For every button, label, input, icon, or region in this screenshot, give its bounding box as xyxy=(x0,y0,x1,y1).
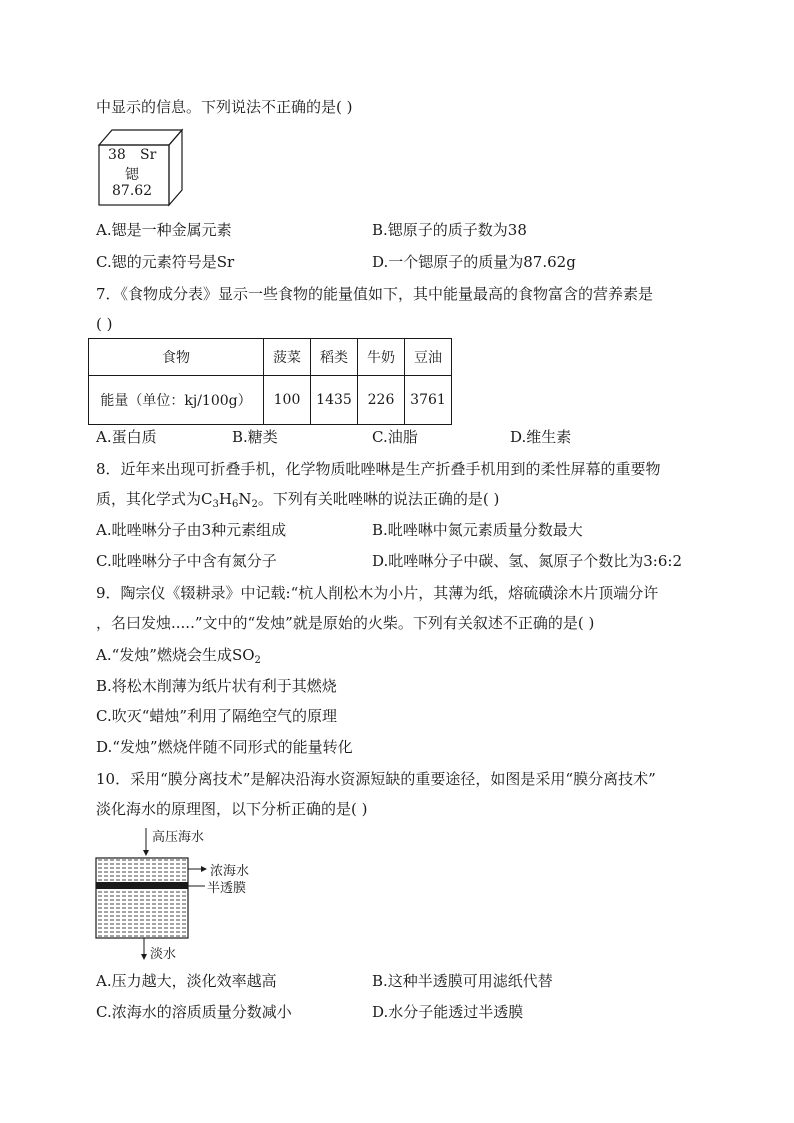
table-row xyxy=(89,339,452,376)
q7-stem-line2: ( ) xyxy=(96,315,113,333)
q8-option-c: C.吡唑啉分子中含有氮分子 xyxy=(96,552,277,570)
q9-text: A.“发烛”燃烧会生成SO xyxy=(96,646,255,664)
element-cell-figure xyxy=(96,127,186,207)
atomic-number: 38 xyxy=(108,147,126,163)
table-cell: 菠菜 xyxy=(264,339,311,376)
q10-stem-line2: 淡化海水的原理图，以下分析正确的是( ) xyxy=(96,800,368,818)
q6-option-b: B.锶原子的质子数为38 xyxy=(372,221,527,239)
q10-option-d: D.水分子能透过半透膜 xyxy=(372,1003,524,1021)
label-fresh-water: 淡水 xyxy=(150,947,177,962)
table-cell: 1435 xyxy=(311,376,358,425)
q7-option-a: A.蛋白质 xyxy=(96,428,157,446)
q9-option-a xyxy=(96,645,261,671)
q8-option-a: A.吡唑啉分子由3种元素组成 xyxy=(96,521,287,539)
q6-option-a: A.锶是一种金属元素 xyxy=(96,221,232,239)
table-cell: 226 xyxy=(358,376,405,425)
subscript: 2 xyxy=(254,655,261,666)
q7-option-d: D.维生素 xyxy=(510,428,572,446)
q6-option-d: D.一个锶原子的质量为87.62g xyxy=(372,253,576,271)
table-cell: 食物 xyxy=(89,339,264,376)
q10-stem-line1: 10．采用“膜分离技术”是解决沿海水资源短缺的重要途径，如图是采用“膜分离技术” xyxy=(96,770,656,788)
atomic-mass: 87.62 xyxy=(112,183,153,199)
q8-text: 。下列有关吡唑啉的说法正确的是( ) xyxy=(257,490,500,508)
table-cell: 稻类 xyxy=(311,339,358,376)
table-cell: 3761 xyxy=(405,376,452,425)
q8-stem-line1: 8．近年来出现可折叠手机，化学物质吡唑啉是生产折叠手机用到的柔性屏幕的重要物 xyxy=(96,460,661,478)
membrane-figure-icon xyxy=(92,826,292,966)
q9-option-c: C.吹灭“蜡烛”利用了隔绝空气的原理 xyxy=(96,707,338,725)
q9-stem-line1: 9．陶宗仪《辍耕录》中记载:“杭人削松木为小片，其薄为纸，熔硫磺涂木片顶端分许 xyxy=(96,584,659,602)
q10-option-c: C.浓海水的溶质质量分数减小 xyxy=(96,1003,292,1021)
q8-option-b: B.吡唑啉中氮元素质量分数最大 xyxy=(372,521,583,539)
q8-text: 质，其化学式为C xyxy=(96,490,213,508)
q10-option-a: A.压力越大，淡化效率越高 xyxy=(96,972,277,990)
q7-option-b: B.糖类 xyxy=(232,428,278,446)
label-concentrated-seawater: 浓海水 xyxy=(210,864,250,879)
q9-option-b: B.将松木削薄为纸片状有利于其燃烧 xyxy=(96,677,337,695)
q8-text: N xyxy=(238,490,252,508)
q9-option-d: D.“发烛”燃烧伴随不同形式的能量转化 xyxy=(96,738,353,756)
q9-stem-line2: ，名曰发烛.....”文中的“发烛”就是原始的火柴。下列有关叙述不正确的是( ) xyxy=(96,614,595,632)
label-high-pressure-seawater: 高压海水 xyxy=(152,830,205,845)
q8-text: H xyxy=(218,490,232,508)
q10-option-b: B.这种半透膜可用滤纸代替 xyxy=(372,972,553,990)
q6-option-c: C.锶的元素符号是Sr xyxy=(96,253,235,271)
table-cell: 牛奶 xyxy=(358,339,405,376)
q8-stem-line2 xyxy=(96,489,499,515)
question-stem-continuation: 中显示的信息。下列说法不正确的是( ) xyxy=(96,98,353,116)
food-energy-table xyxy=(88,338,452,425)
table-row xyxy=(89,376,452,425)
element-name: 锶 xyxy=(125,167,139,183)
table-cell: 豆油 xyxy=(405,339,452,376)
q7-option-c: C.油脂 xyxy=(372,428,418,446)
q7-stem-line1: 7．《食物成分表》显示一些食物的能量值如下，其中能量最高的食物富含的营养素是 xyxy=(96,285,654,303)
subscript: 6 xyxy=(231,499,239,510)
membrane-diagram xyxy=(92,826,292,966)
table-cell: 100 xyxy=(264,376,311,425)
q8-option-d: D.吡唑啉分子中碳、氢、氮原子个数比为3:6:2 xyxy=(372,552,682,570)
element-symbol: Sr xyxy=(140,147,157,163)
subscript: 2 xyxy=(251,499,258,510)
label-semipermeable-membrane: 半透膜 xyxy=(207,881,247,896)
subscript: 3 xyxy=(212,499,219,510)
table-cell: 能量（单位：kj/100g） xyxy=(89,376,264,425)
